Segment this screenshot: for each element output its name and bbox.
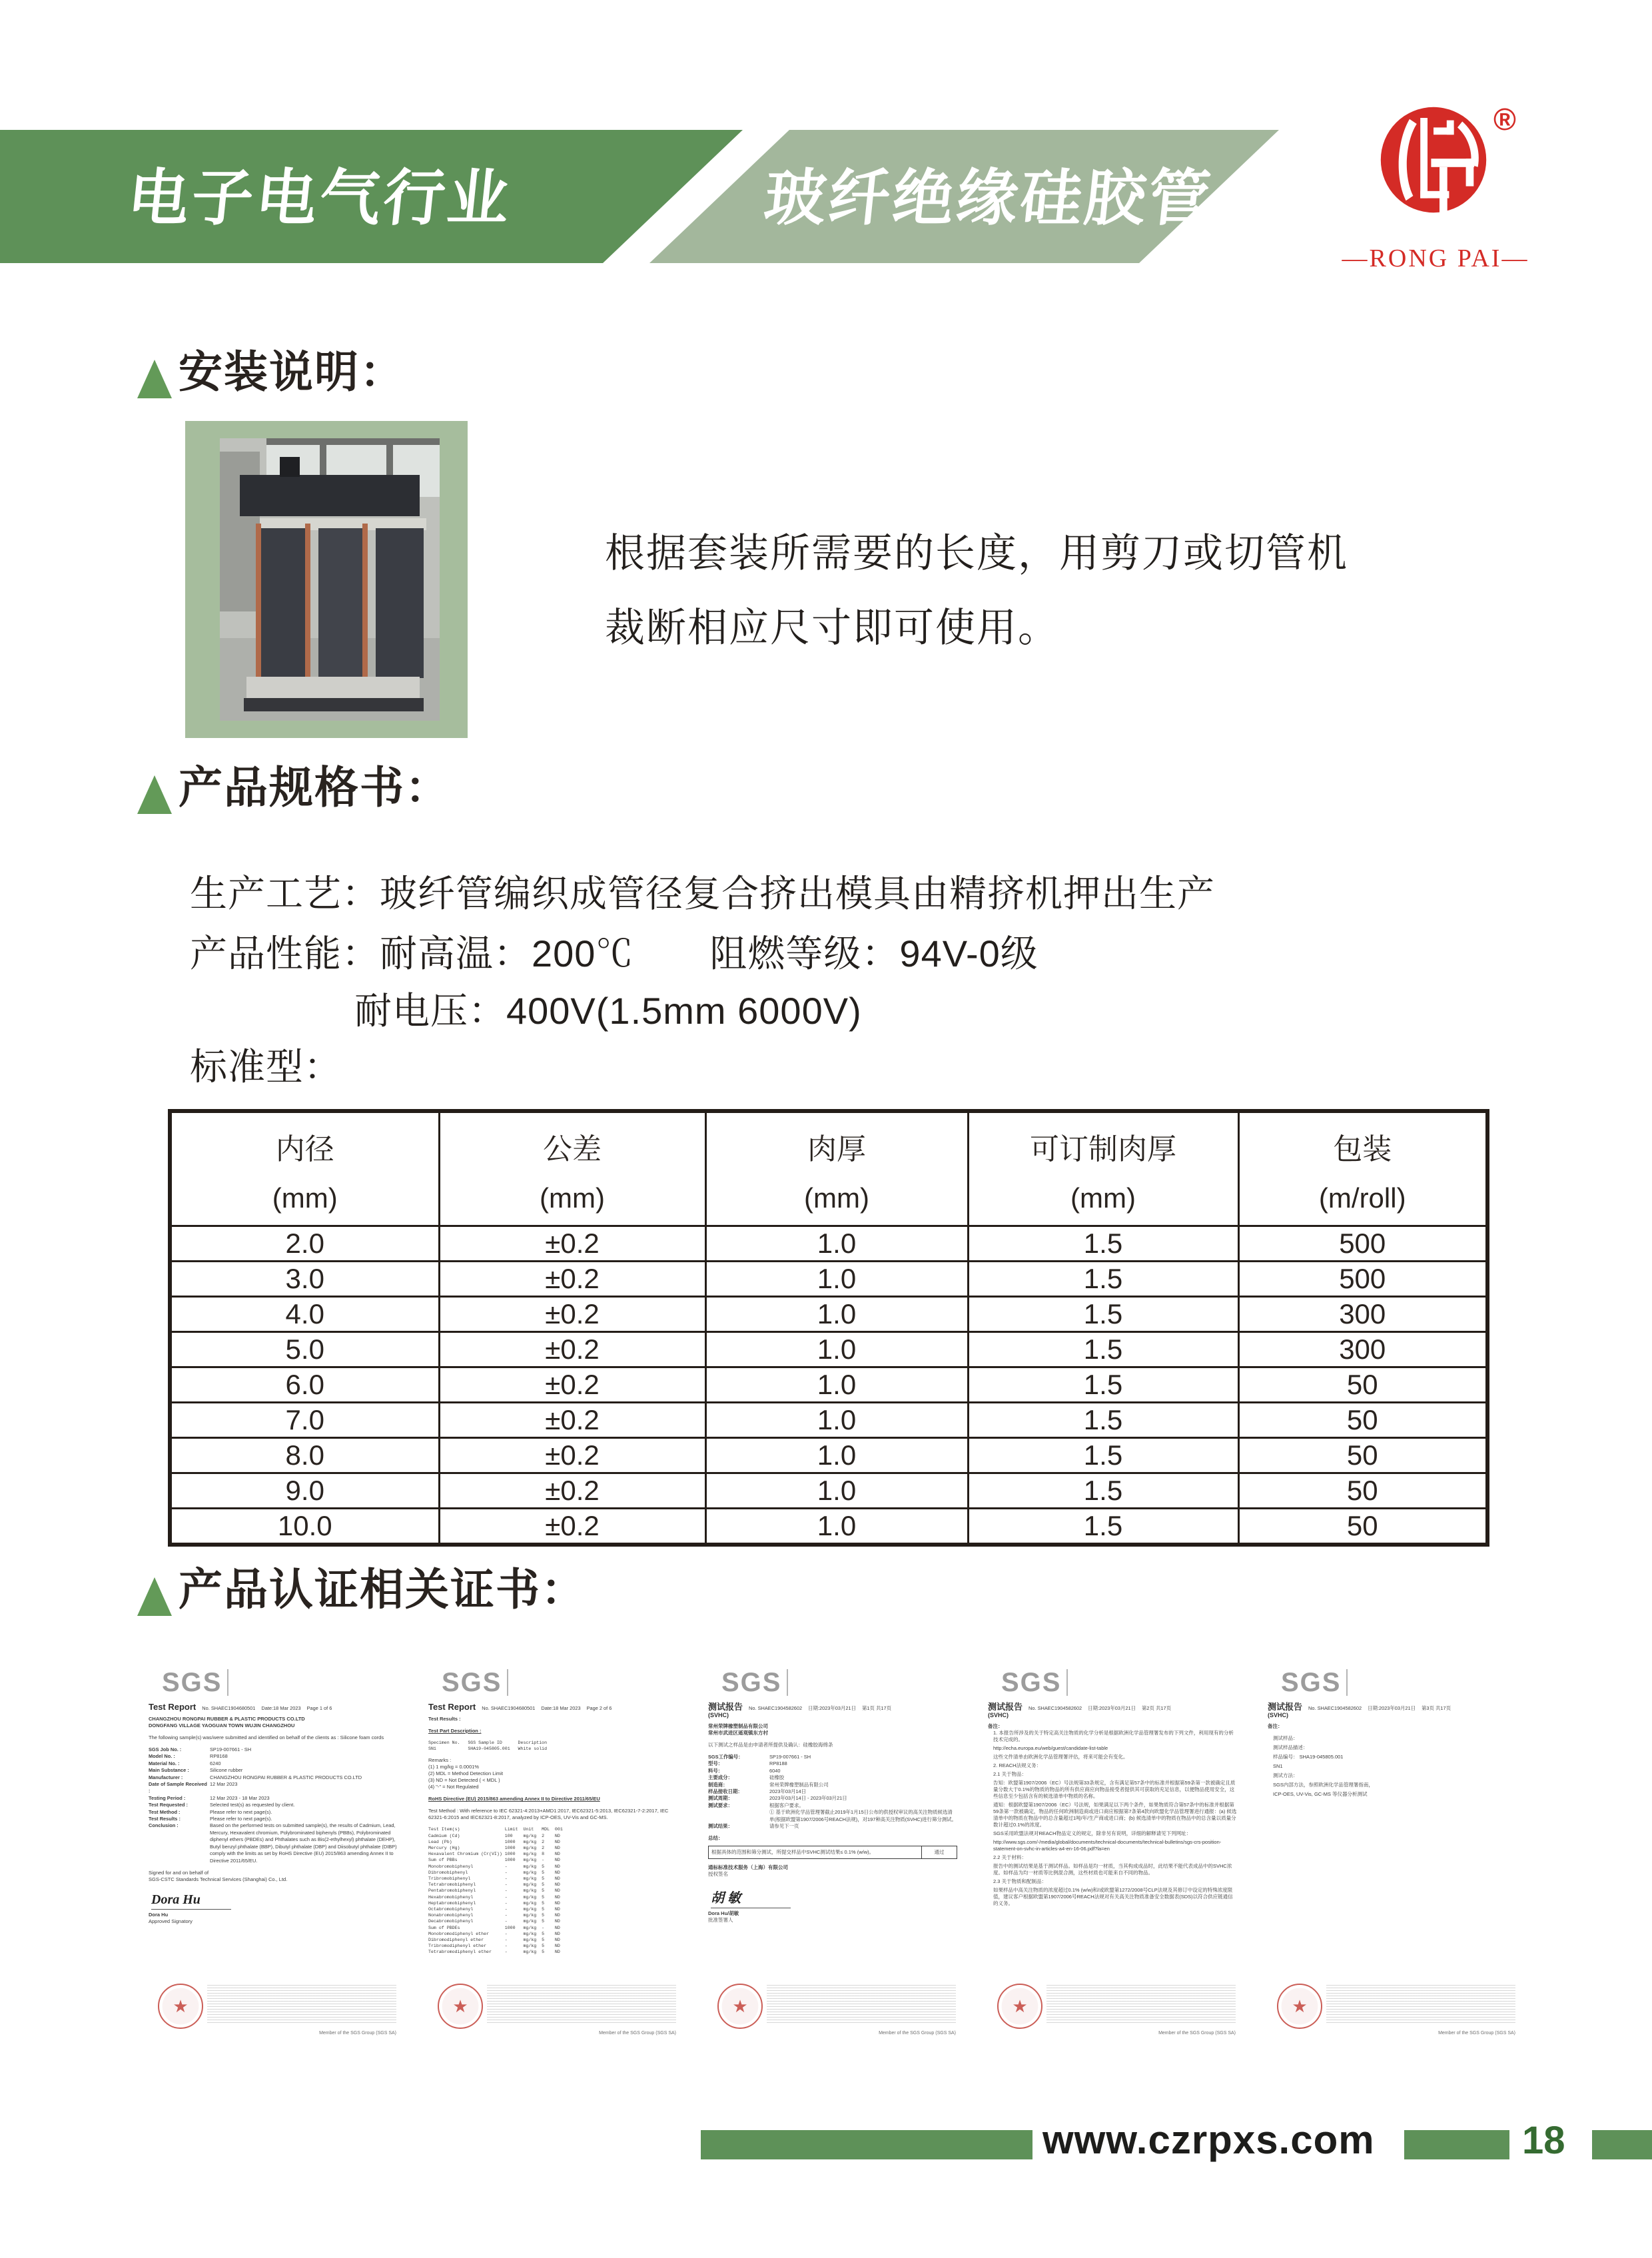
cell-tolerance: ±0.2 bbox=[439, 1367, 705, 1403]
spec-table-header-cell: 可订制肉厚 (mm) bbox=[968, 1111, 1238, 1226]
cell-custom-thickness: 1.5 bbox=[968, 1262, 1238, 1297]
footer-page-number: 18 bbox=[1522, 2119, 1565, 2162]
cert-date: 日期:2023年03月21日 bbox=[1368, 1705, 1416, 1711]
cert-number: No. SHAEC1904680501 bbox=[482, 1705, 536, 1711]
certificate-3 bbox=[703, 1657, 963, 2075]
triangle-bullet-icon bbox=[137, 775, 172, 814]
cert-section: Test Part Description : bbox=[428, 1728, 482, 1734]
cert-section: Test Results : bbox=[428, 1716, 461, 1722]
cert-field-row: 测试结果： 请参见下一页 bbox=[708, 1823, 799, 1830]
cert-intro: The following sample(s) was/were submitted and identified on behalf of the clients as : Silicone foam cords bbox=[149, 1734, 384, 1740]
cert-field-row: Material No. : 6240 bbox=[149, 1760, 221, 1766]
certificate-5: SGS 测试报告 (SVHC) No. SHAEC1904582602 日期:2023年03月21日 第3页 共17页 备注： 测试样品： 测试样品描述： 样品编号： SHA19-045805.001 SN1 测试方法： SGS内部方法，参照欧洲化学品管理署指南， ICP-OES, UV-Vis, GC-MS 等仪器分析测试 ★ Member of the SGS Group (SGS SA) bbox=[1262, 1657, 1522, 2075]
cert-field-row: Test Requested : Selected test(s) as requested by client. bbox=[149, 1802, 295, 1808]
cell-inner-diameter: 2.0 bbox=[170, 1226, 439, 1262]
footer-green-bar-middle bbox=[1404, 2130, 1509, 2159]
spec-performance-line: 产品性能：耐高温：200℃ 阻燃等级：94V-0级 bbox=[190, 933, 1038, 974]
header-industry-title: 电子电气行业 bbox=[124, 165, 516, 232]
cell-tolerance: ±0.2 bbox=[439, 1226, 705, 1262]
spec-table-row bbox=[170, 1509, 1487, 1545]
cert-method: Test Method : With reference to IEC 62321-4:2013+AMD1:2017, IEC62321-5:2013, IEC62321-7-2:2017, IEC 62321-6:2015 and IEC62321-8:2017, analyzed by ICP-OES, UV-Vis and GC-MS. bbox=[428, 1808, 669, 1821]
cell-wall-thickness: 1.0 bbox=[705, 1438, 968, 1473]
rongpai-logo-icon bbox=[1374, 100, 1493, 220]
spec-table bbox=[168, 1109, 1489, 1547]
fine-print-block bbox=[487, 1985, 676, 2024]
cert-intro: 以下测试之样品是由申请者所提供及确认：硅橡胶海绵条 bbox=[708, 1742, 833, 1748]
cell-wall-thickness: 1.0 bbox=[705, 1509, 968, 1545]
cert-field-row: 型号： RP8188 bbox=[708, 1760, 787, 1767]
cert-field-row: 测试周期： 2023年03月14日 - 2023年03月21日 bbox=[708, 1795, 847, 1802]
cert-date: 日期:2023年03月21日 bbox=[808, 1705, 857, 1711]
cell-custom-thickness: 1.5 bbox=[968, 1509, 1238, 1545]
cell-packing: 500 bbox=[1238, 1262, 1487, 1297]
cell-inner-diameter: 7.0 bbox=[170, 1403, 439, 1438]
install-section-heading: 安装说明： bbox=[179, 347, 405, 396]
brand-name: —RONG PAI— bbox=[1342, 244, 1529, 272]
spec-table-row bbox=[170, 1473, 1487, 1509]
signature-line bbox=[151, 1909, 231, 1910]
spec-table-header-cell: 肉厚 (mm) bbox=[705, 1111, 968, 1226]
cert-field-row: Main Substance : Silicone rubber bbox=[149, 1767, 243, 1774]
cert-number: No. SHAEC1904582602 bbox=[1029, 1705, 1082, 1711]
cell-tolerance: ±0.2 bbox=[439, 1332, 705, 1367]
cell-inner-diameter: 6.0 bbox=[170, 1367, 439, 1403]
cell-packing: 50 bbox=[1238, 1403, 1487, 1438]
signer-name: Dora Hu/胡敏 bbox=[708, 1910, 739, 1916]
cert-company: CHANGZHOU RONGPAI RUBBER & PLASTIC PRODUCTS CO.LTD bbox=[149, 1716, 305, 1722]
cert-title: 测试报告 (SVHC) bbox=[708, 1702, 743, 1718]
cert-page: Page 1 of 6 bbox=[306, 1705, 332, 1711]
cert-date: 日期:2023年03月21日 bbox=[1088, 1705, 1136, 1711]
notes-label: 备注： bbox=[1268, 1723, 1283, 1729]
fine-print-block bbox=[207, 1985, 396, 2024]
spec-section-heading: 产品规格书： bbox=[179, 763, 450, 812]
signer-title: 批准签署人 bbox=[708, 1916, 733, 1923]
footer-green-bar-right bbox=[1592, 2130, 1652, 2159]
certificate-1 bbox=[143, 1657, 403, 2075]
sgs-member-line: Member of the SGS Group (SGS SA) bbox=[879, 2031, 956, 2036]
triangle-bullet-icon bbox=[137, 1577, 172, 1616]
install-text-line-1: 根据套装所需要的长度，用剪刀或切管机 bbox=[605, 531, 1348, 575]
summary-label: 总结： bbox=[708, 1835, 723, 1842]
fine-print-block bbox=[1046, 1985, 1236, 2024]
red-stamp-icon: ★ bbox=[158, 1984, 203, 2029]
cell-packing: 300 bbox=[1238, 1332, 1487, 1367]
cert-date: Date:18 Mar 2023 bbox=[541, 1705, 581, 1711]
cert-field-row: Conclusion : Based on the performed tests on submitted sample(s), the results of Cadmium, Lead, Mercury, Hexavalent chromium, Polybrominated biphenyls (PBBs), Polybrominated diphenyl ethers (PBDEs) and Phthalates such as Bis(2-ethylhexyl) phthalate (DEHP), Butyl benzyl phthalate (BBP), Dibutyl phthalate (DBP) and Diisobutyl phthalate (DIBP) comply with the limits as set by RoHS Directive (EU) 2015/863 amending Annex II to Directive 2011/65/EU. bbox=[149, 1822, 397, 1864]
cert-sign-note: 授权签名 bbox=[708, 1870, 728, 1877]
cert-company: 常州荣牌橡塑制品有限公司 bbox=[708, 1723, 768, 1729]
sgs-logo: SGS bbox=[1001, 1669, 1068, 1696]
sgs-logo: SGS bbox=[442, 1669, 508, 1696]
cell-packing: 50 bbox=[1238, 1438, 1487, 1473]
cert-title: 测试报告 (SVHC) bbox=[988, 1702, 1023, 1718]
cert-field-row: SGS Job No. : SP19-007661 - SH bbox=[149, 1746, 252, 1752]
cert-field-row: Test Results : Please refer to next page(s). bbox=[149, 1816, 272, 1822]
signer-title: Approved Signatory bbox=[149, 1918, 193, 1924]
cell-packing: 50 bbox=[1238, 1473, 1487, 1509]
cell-custom-thickness: 1.5 bbox=[968, 1473, 1238, 1509]
spec-table-row bbox=[170, 1438, 1487, 1473]
sgs-member-line: Member of the SGS Group (SGS SA) bbox=[1438, 2031, 1515, 2036]
spec-table-row bbox=[170, 1403, 1487, 1438]
cell-tolerance: ±0.2 bbox=[439, 1473, 705, 1509]
red-stamp-icon: ★ bbox=[1277, 1984, 1322, 2029]
cert-field-row: 测试要求： 根据客户要求。 bbox=[708, 1802, 804, 1808]
cert-field-row: Test Method : Please refer to next page(s). bbox=[149, 1808, 272, 1815]
cert-field-row: Manufacturer : CHANGZHOU RONGPAI RUBBER & PLASTIC PRODUCTS CO.LTD bbox=[149, 1774, 362, 1780]
certs-section-heading: 产品认证相关证书： bbox=[179, 1565, 586, 1614]
summary-result: 通过 bbox=[934, 1849, 945, 1856]
cell-inner-diameter: 3.0 bbox=[170, 1262, 439, 1297]
cert-page: 第3页 共17页 bbox=[1422, 1705, 1451, 1711]
summary-box bbox=[708, 1846, 957, 1859]
spec-table-row bbox=[170, 1297, 1487, 1332]
signature: 胡 敏 bbox=[711, 1890, 741, 1906]
signer-name: Dora Hu bbox=[149, 1911, 169, 1918]
cert-number: No. SHAEC1904582602 bbox=[749, 1705, 803, 1711]
cert-field-row: 制造商： 常州荣牌橡塑制品有限公司 bbox=[708, 1781, 829, 1788]
spec-voltage-line: 耐电压：400V(1.5mm 6000V) bbox=[354, 990, 862, 1032]
cell-wall-thickness: 1.0 bbox=[705, 1473, 968, 1509]
spec-process-line: 生产工艺：玻纤管编织成管径复合挤出模具由精挤机押出生产 bbox=[190, 873, 1215, 915]
fine-print-block bbox=[767, 1985, 956, 2024]
footer-website: www.czrpxs.com bbox=[1042, 2117, 1375, 2162]
cert-address: DONGFANG VILLAGE YAOGUAN TOWN WUJIN CHANGZHOU bbox=[149, 1722, 295, 1728]
summary-text: 根据具体的范围和筛分测试，所提交样品中SVHC测试结果≤ 0.1% (w/w)。 bbox=[709, 1846, 922, 1858]
cert-page: Page 2 of 6 bbox=[586, 1705, 612, 1711]
spec-table-header-cell: 公差 (mm) bbox=[439, 1111, 705, 1226]
cell-wall-thickness: 1.0 bbox=[705, 1297, 968, 1332]
cell-wall-thickness: 1.0 bbox=[705, 1332, 968, 1367]
cert-sign-note: Signed for and on behalf of bbox=[149, 1869, 209, 1876]
certificate-4: SGS 测试报告 (SVHC) No. SHAEC1904582602 日期:2023年03月21日 第2页 共17页 备注： 1. 本报告所涉及的关于特定高关注物质的化学分析是根据欧洲化学品管理署发布的下列文件，利用现有的分析技术完成的。 http://echa.europa.eu/web/guest/candidate-list-table 这些文件清单由欧洲化学品管理署评估，将来可能会有变化。 2. REACH法规义务： 2.1 关于物品： 告知：欧盟第1907/2006（EC）号法规第33条规定，含有满足第57条中的标准并根据第59条第一款被确定且质量分数大于0.1%的物质的物品的所有供应商应向物品接受者提供其可获取的充足信息，以便物品使用安全，这些信息至少包括含有的候选清单中物质的名称。 通知：根据欧盟第1907/2006（EC）号法规，如果满足以下两个条件，如果物质符合第57条中的标准并根据第59条第一款被确定，物品的任何欧洲制造商或进口商应根据第7条第4款向欧盟化学品管理署进行通报：(a) 候选清单中的物质在物品中的总含量超过1吨/年/生产商或进口商；(b) 候选清单中的物质在物品中的总含量以质量分数计超过0.1%的浓度。 SGS采用欧盟法规对REACH物品定义的规定，除非另有说明，详细的解释请见下列网址： http://www.sgs.com/-/media/global/documents/technical-documents/technical-bulletins/sgs-crs-position-statement-on-svhc-in-articles-a4-en-16-06.pdf?la=en 2.2 关于材料： 报告中的测试结果是基于测试样品。如样品是均一材质，当其构成成品时，此结果不能代表成品中的SVHC浓度。如样品为均一材质等比例混合测，这些材质也可能来自不同的物品。 2.3 关于物质和配制品： 如果样品中高关注物质的浓度超过0.1% (w/w)和/或欧盟第1272/2008号CLP法规及其修订中设定的特殊浓度限值，建议客户根据欧盟第1907/2006号REACH法规对有关高关注物质准备安全数据表(SDS)以符合供应链通信的义务。 ★ Member of the SGS Group (SGS SA) bbox=[983, 1657, 1242, 2075]
cert-field-row: Date of Sample Received : 12 Mar 2023 bbox=[149, 1781, 238, 1794]
cert-field-row: Model No. : RP8168 bbox=[149, 1753, 228, 1760]
red-stamp-icon: ★ bbox=[717, 1984, 763, 2029]
cell-custom-thickness: 1.5 bbox=[968, 1438, 1238, 1473]
spec-table-row bbox=[170, 1367, 1487, 1403]
cert-page: 第2页 共17页 bbox=[1142, 1705, 1171, 1711]
fine-print-block bbox=[1326, 1985, 1515, 2024]
spec-table-header-row bbox=[170, 1111, 1487, 1226]
cell-tolerance: ±0.2 bbox=[439, 1403, 705, 1438]
red-stamp-icon: ★ bbox=[438, 1984, 483, 2029]
footer-green-bar-left bbox=[701, 2130, 1032, 2159]
triangle-bullet-icon bbox=[137, 360, 172, 398]
certificate-2: SGS Test Report No. SHAEC1904680501 Date:18 Mar 2023 Page 2 of 6 Test Results : Test Part Description : Specimen No. SGS Sample ID Description SN1 SHA19-045805.001 White solid Remarks : (1) 1 mg/kg = 0.0001% (2) MDL = Method Detection Limit (3) ND = Not Detected ( < MDL ) (4) "-" = Not Regulated RoHS Directive (EU) 2015/863 amending Annex II to Directive 2011/65/EU Test Method : With reference to IEC 62321-4:2013+AMD1:2017, IEC62321-5:2013, IEC62321-7-2:2017, IEC 62321-6:2015 and IEC62321-8:2017, analyzed by ICP-OES, UV-Vis and GC-MS. Test Item(s) Limit Unit MDL 001 Cadmium (Cd) 100 mg/kg 2 ND Lead (Pb) 1000 mg/kg 2 ND Mercury (Hg) 1000 mg/kg 2 ND Hexavalent Chromium (Cr(VI)) 1000 mg/kg 8 ND Sum of PBBs 1000 mg/kg - ND Monobromobiphenyl - mg/kg 5 ND Dibromobiphenyl - mg/kg 5 ND Tribromobiphenyl - mg/kg 5 ND Tetrabromobiphenyl - mg/kg 5 ND Pentabromobiphenyl - mg/kg 5 ND Hexabromobiphenyl - mg/kg 5 ND Heptabromobiphenyl - mg/kg 5 ND Octabromobiphenyl - mg/kg 5 ND Nonabromobiphenyl - mg/kg 5 ND Decabromobiphenyl - mg/kg 5 ND Sum of PBDEs 1000 mg/kg - ND Monobromodiphenyl ether - mg/kg 5 ND Dibromodiphenyl ether - mg/kg 5 ND Tribromodiphenyl ether - mg/kg 5 ND Tetrabromodiphenyl ether - mg/kg 5 ND ★ Member of the SGS Group (SGS SA) bbox=[423, 1657, 683, 2075]
cell-tolerance: ±0.2 bbox=[439, 1262, 705, 1297]
sgs-member-line: Member of the SGS Group (SGS SA) bbox=[1158, 2031, 1236, 2036]
spec-table-header-cell: 包装 (m/roll) bbox=[1238, 1111, 1487, 1226]
cert-sign-note: SGS-CSTC Standards Technical Services (Shanghai) Co., Ltd. bbox=[149, 1876, 288, 1882]
cell-inner-diameter: 4.0 bbox=[170, 1297, 439, 1332]
cert-title: 测试报告 (SVHC) bbox=[1268, 1702, 1303, 1718]
cell-custom-thickness: 1.5 bbox=[968, 1367, 1238, 1403]
spec-table-header-cell: 内径 (mm) bbox=[170, 1111, 439, 1226]
signature: Dora Hu bbox=[151, 1892, 201, 1907]
cert-sign-note: 通标标准技术服务（上海）有限公司 bbox=[708, 1864, 788, 1870]
cell-custom-thickness: 1.5 bbox=[968, 1297, 1238, 1332]
cell-wall-thickness: 1.0 bbox=[705, 1262, 968, 1297]
spec-standard-label: 标准型： bbox=[190, 1046, 342, 1088]
sgs-logo: SGS bbox=[162, 1669, 228, 1696]
cert-field-row: ① 基于欧洲化学品管理署截止2019年1月15日公布的供授权审议的高关注物质候选清单(根据欧盟第1907/2006号REACH法规)，对197种高关注物质(SVHC)进行筛分测试。 bbox=[769, 1809, 957, 1822]
cell-inner-diameter: 9.0 bbox=[170, 1473, 439, 1509]
spec-table-row bbox=[170, 1332, 1487, 1367]
cert-address: 常州市武进区遥观镇东方村 bbox=[708, 1730, 768, 1736]
install-text-line-2: 裁断相应尺寸即可使用。 bbox=[605, 605, 1059, 650]
cell-custom-thickness: 1.5 bbox=[968, 1403, 1238, 1438]
cell-tolerance: ±0.2 bbox=[439, 1509, 705, 1545]
cert-page: 第1页 共17页 bbox=[862, 1705, 891, 1711]
sgs-member-line: Member of the SGS Group (SGS SA) bbox=[319, 2031, 396, 2036]
cert-field-row: 主要成分： 硅橡胶 bbox=[708, 1774, 785, 1781]
cell-packing: 50 bbox=[1238, 1509, 1487, 1545]
registered-trademark-icon: ® bbox=[1493, 102, 1516, 137]
cert-number: No. SHAEC1904680501 bbox=[202, 1705, 256, 1711]
cell-packing: 500 bbox=[1238, 1226, 1487, 1262]
cell-wall-thickness: 1.0 bbox=[705, 1226, 968, 1262]
cell-packing: 50 bbox=[1238, 1367, 1487, 1403]
cell-inner-diameter: 10.0 bbox=[170, 1509, 439, 1545]
cert-title: Test Report bbox=[428, 1702, 476, 1712]
cert-field-row: 料号： 6040 bbox=[708, 1767, 781, 1774]
notes-label: 备注： bbox=[988, 1723, 1003, 1729]
cert-field-row: 样品接收日期： 2023年03月14日 bbox=[708, 1788, 807, 1795]
transformer-photo bbox=[220, 438, 440, 721]
cell-tolerance: ±0.2 bbox=[439, 1438, 705, 1473]
cert-title: Test Report bbox=[149, 1702, 197, 1712]
header-product-title: 玻纤绝缘硅胶管 bbox=[761, 165, 1216, 232]
spec-table-row bbox=[170, 1262, 1487, 1297]
cell-custom-thickness: 1.5 bbox=[968, 1226, 1238, 1262]
cell-custom-thickness: 1.5 bbox=[968, 1332, 1238, 1367]
cell-tolerance: ±0.2 bbox=[439, 1297, 705, 1332]
sgs-logo: SGS bbox=[721, 1669, 788, 1696]
cell-wall-thickness: 1.0 bbox=[705, 1403, 968, 1438]
sgs-logo: SGS bbox=[1281, 1669, 1348, 1696]
sgs-member-line: Member of the SGS Group (SGS SA) bbox=[599, 2031, 676, 2036]
cert-directive: RoHS Directive (EU) 2015/863 amending Annex II to Directive 2011/65/EU bbox=[428, 1796, 600, 1802]
cell-wall-thickness: 1.0 bbox=[705, 1367, 968, 1403]
red-stamp-icon: ★ bbox=[997, 1984, 1042, 2029]
cert-date: Date:18 Mar 2023 bbox=[261, 1705, 301, 1711]
cert-number: No. SHAEC1904582602 bbox=[1308, 1705, 1362, 1711]
spec-table-row bbox=[170, 1226, 1487, 1262]
cell-packing: 300 bbox=[1238, 1297, 1487, 1332]
cert-field-row: SGS工作编号： SP19-007661 - SH bbox=[708, 1754, 811, 1760]
cert-field-row: Testing Period : 12 Mar 2023 - 18 Mar 2023 bbox=[149, 1794, 270, 1801]
cell-inner-diameter: 8.0 bbox=[170, 1438, 439, 1473]
cell-inner-diameter: 5.0 bbox=[170, 1332, 439, 1367]
